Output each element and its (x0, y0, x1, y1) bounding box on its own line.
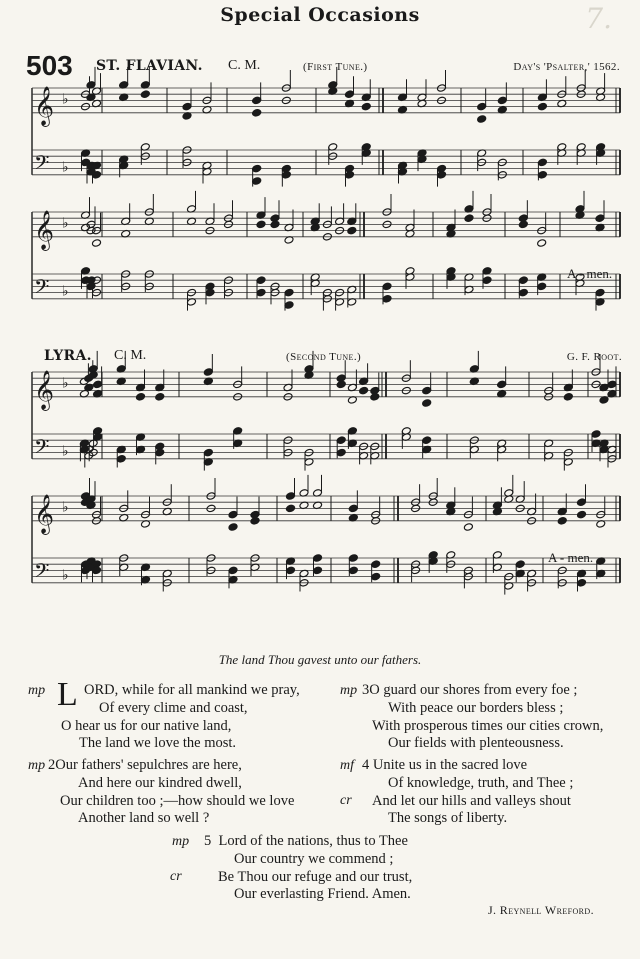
note-head (228, 566, 238, 575)
note-head (252, 177, 262, 186)
note-head (348, 504, 358, 513)
stanza-5-line-dynamic: cr (170, 869, 182, 884)
key-signature-flat: ♭ (62, 215, 69, 232)
stanza-4-line-dynamic: cr (340, 793, 352, 808)
stanza-5-dynamic: mp (172, 834, 190, 849)
note-head (557, 517, 567, 526)
treble-clef: 𝄞 (34, 85, 55, 126)
note-head (116, 455, 126, 464)
note-head (537, 239, 547, 248)
stanza-number: 2 (48, 757, 56, 773)
tune-name-1: ST. FLAVIAN. (96, 58, 203, 74)
note-head (252, 164, 262, 173)
note-head (477, 102, 487, 111)
amen-tune-2: A - men. (548, 550, 594, 565)
treble-clef: 𝄞 (34, 209, 55, 250)
note-head (497, 380, 507, 389)
note-head (348, 566, 358, 575)
note-head (463, 523, 473, 532)
note-head (537, 158, 547, 167)
key-signature-flat: ♭ (62, 443, 69, 460)
stanza-line: O hear us for our native land, (61, 717, 232, 734)
note-head (286, 566, 296, 575)
note-head (345, 90, 355, 99)
note-head (595, 288, 605, 297)
note-head (477, 115, 487, 124)
note-head (595, 214, 605, 223)
note-head (371, 560, 381, 569)
hymn-author: J. Reynell Wreford. (487, 903, 594, 917)
note-head (422, 386, 432, 395)
note-head (256, 220, 266, 229)
note-head (252, 96, 262, 105)
note-head (286, 504, 296, 513)
note-head (313, 554, 323, 563)
stanza-2 (48, 757, 294, 828)
stanza-line: And let our hills and valleys shout (372, 792, 571, 809)
note-head (537, 102, 547, 111)
note-head (518, 288, 528, 297)
note-head (359, 386, 369, 395)
treble-clef: 𝄞 (34, 493, 55, 534)
bass-clef: 𝄢 (34, 150, 50, 179)
stanza-line: Another land so well ? (78, 810, 210, 827)
note-head (577, 579, 587, 588)
note-head (140, 90, 150, 99)
tune-source-1: Day's 'Psalter,' 1562. (513, 61, 620, 73)
bass-clef: 𝄢 (34, 558, 50, 587)
stanza-5 (204, 833, 412, 904)
note-head (382, 295, 392, 304)
stanza-1-dynamic: mp (28, 683, 46, 698)
note-head (313, 566, 323, 575)
stanza-1 (57, 682, 300, 753)
stanza-line: With peace our borders bless ; (388, 699, 564, 716)
stanza-line: Our everlasting Friend. Amen. (234, 886, 411, 903)
note-head (345, 171, 355, 180)
stanza-line: The songs of liberty. (388, 810, 508, 827)
bass-clef: 𝄢 (34, 274, 50, 303)
bass-clef: 𝄢 (34, 434, 50, 463)
note-head (464, 214, 474, 223)
note-head (155, 448, 165, 457)
note-head (228, 523, 238, 532)
note-head (537, 282, 547, 291)
key-signature-flat: ♭ (62, 283, 69, 300)
note-head (422, 399, 432, 408)
key-signature-flat: ♭ (62, 375, 69, 392)
stanza-line: And here our kindred dwell, (78, 774, 242, 791)
stanza-2-dynamic: mp (28, 758, 46, 773)
stanza-number: 4 (362, 757, 370, 773)
tune-meter-2: C. M. (114, 348, 147, 363)
drop-cap: L (57, 676, 78, 713)
note-head (252, 109, 262, 118)
note-head (497, 96, 507, 105)
stanza-line: O guard our shores from every foe ; (369, 682, 578, 698)
note-head (537, 171, 547, 180)
key-signature-flat: ♭ (62, 91, 69, 108)
stanza-4-dynamic: mf (340, 758, 354, 773)
note-head (370, 393, 380, 402)
note-head (361, 102, 371, 111)
note-head (155, 393, 165, 402)
stanza-line: Of knowledge, truth, and Thee ; (388, 774, 574, 791)
stanza-line: Be Thou our refuge and our trust, (218, 868, 413, 885)
stanza-4 (362, 757, 573, 828)
note-head (270, 220, 280, 229)
note-head (182, 102, 192, 111)
tune-meter-1: C. M. (228, 58, 261, 73)
note-head (286, 492, 296, 501)
treble-clef: 𝄞 (34, 369, 55, 410)
hymn-number: 503 (26, 50, 73, 81)
tune-label-2: (Second Tune.) (286, 351, 362, 363)
stanza-line: Our children too ;—how should we love (60, 792, 295, 809)
stanza-number: 3 (362, 682, 370, 698)
note-head (347, 226, 357, 235)
note-head (563, 393, 573, 402)
key-signature-flat: ♭ (62, 567, 69, 584)
note-head (93, 380, 103, 389)
stanza-line: Lord of the nations, thus to Thee (218, 833, 408, 849)
note-head (284, 288, 294, 297)
note-head (205, 288, 215, 297)
stanza-line: Our country we commend ; (234, 850, 394, 867)
note-head (336, 380, 346, 389)
note-head (284, 301, 294, 310)
note-head (518, 220, 528, 229)
stanza-line: ORD, while for all mankind we pray, (84, 682, 300, 698)
hymn-caption: The land Thou gavest unto our fathers. (218, 652, 422, 667)
note-head (256, 276, 266, 285)
note-head (518, 276, 528, 285)
note-head (422, 436, 432, 445)
amen-tune-1: A - men. (567, 266, 613, 281)
note-head (250, 517, 260, 526)
tune-name-2: LYRA. (44, 348, 92, 364)
note-head (577, 510, 587, 519)
note-head (203, 448, 213, 457)
note-head (228, 510, 238, 519)
stanza-line: Our fields with plenteousness. (388, 735, 564, 752)
bleed-through-number: 7. (585, 2, 612, 35)
stanza-line: Of every clime and coast, (99, 699, 248, 716)
stanza-line: With prosperous times our cities crown, (372, 717, 604, 734)
note-head (92, 239, 102, 248)
stanza-line: Unite us in the sacred love (372, 757, 528, 773)
note-head (382, 282, 392, 291)
note-head (591, 430, 601, 439)
note-head (281, 171, 291, 180)
note-head (336, 448, 346, 457)
note-head (515, 560, 525, 569)
key-signature-flat: ♭ (62, 159, 69, 176)
note-head (256, 288, 266, 297)
stanza-line: The land we love the most. (79, 735, 237, 752)
note-head (607, 380, 617, 389)
note-head (203, 368, 213, 377)
note-head (577, 498, 587, 507)
tune-source-2: G. F. Root. (566, 351, 622, 363)
note-head (348, 554, 358, 563)
stanza-3 (362, 682, 603, 753)
stanza-line: Our fathers' sepulchres are here, (55, 757, 242, 773)
section-title: Special Occasions (220, 4, 420, 26)
note-head (371, 572, 381, 581)
stanza-number: 5 (204, 833, 212, 849)
stanza-3-dynamic: mp (340, 683, 358, 698)
tune-label-1: (First Tune.) (303, 61, 368, 73)
note-head (482, 276, 492, 285)
note-head (437, 171, 447, 180)
note-head (336, 436, 346, 445)
note-head (136, 393, 146, 402)
key-signature-flat: ♭ (62, 499, 69, 516)
